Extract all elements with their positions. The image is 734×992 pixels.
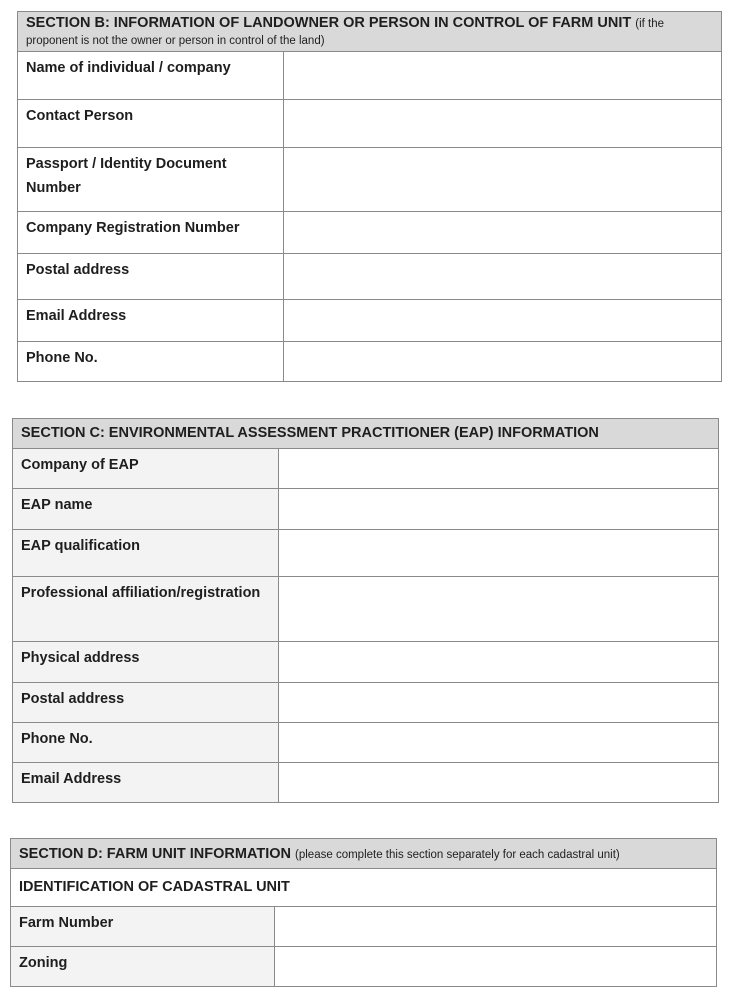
field-label: Professional affiliation/registration <box>13 577 279 642</box>
field-label: Passport / Identity Document Number <box>18 148 284 212</box>
section-b-title: SECTION B: INFORMATION OF LANDOWNER OR PERSON IN CONTROL OF FARM UNIT <box>26 15 632 31</box>
section-d-table <box>10 838 717 987</box>
field-label: Farm Number <box>11 907 275 947</box>
eap-qualification-field[interactable] <box>279 530 719 577</box>
field-label: Email Address <box>18 300 284 342</box>
field-label: Email Address <box>13 763 279 803</box>
physical-address-field[interactable] <box>279 642 719 683</box>
field-label: Phone No. <box>18 342 284 382</box>
field-label: Zoning <box>11 947 275 987</box>
field-label: EAP name <box>13 489 279 530</box>
eap-name-field[interactable] <box>279 489 719 530</box>
section-b-note-part2: proponent is not the owner or person in control of the land) <box>26 35 325 47</box>
section-d-note: (please complete this section separately for each cadastral unit) <box>295 849 620 861</box>
field-label: Postal address <box>18 254 284 300</box>
postal-address-field[interactable] <box>284 254 722 300</box>
section-b-header <box>18 12 722 52</box>
field-label: Name of individual / company <box>18 52 284 100</box>
section-c-title: SECTION C: ENVIRONMENTAL ASSESSMENT PRACTITIONER (EAP) INFORMATION <box>21 425 599 441</box>
field-label: EAP qualification <box>13 530 279 577</box>
phone-number-field[interactable] <box>279 723 719 763</box>
section-d-header <box>11 839 717 869</box>
section-b-note-part1: (if the <box>635 18 665 30</box>
field-label: Company of EAP <box>13 449 279 489</box>
email-address-field[interactable] <box>284 300 722 342</box>
farm-number-field[interactable] <box>275 907 717 947</box>
field-label: Contact Person <box>18 100 284 148</box>
professional-affiliation-field[interactable] <box>279 577 719 642</box>
company-registration-number-field[interactable] <box>284 212 722 254</box>
contact-person-field[interactable] <box>284 100 722 148</box>
section-c-header <box>13 419 719 449</box>
field-label: Company Registration Number <box>18 212 284 254</box>
section-c-table <box>12 418 719 803</box>
section-d-title: SECTION D: FARM UNIT INFORMATION <box>19 846 291 862</box>
field-label: Phone No. <box>13 723 279 763</box>
section-b-table <box>17 11 722 382</box>
field-label: Physical address <box>13 642 279 683</box>
email-address-field[interactable] <box>279 763 719 803</box>
field-label: Postal address <box>13 683 279 723</box>
cadastral-unit-subheading: IDENTIFICATION OF CADASTRAL UNIT <box>11 869 717 907</box>
name-of-individual-company-field[interactable] <box>284 52 722 100</box>
phone-number-field[interactable] <box>284 342 722 382</box>
postal-address-field[interactable] <box>279 683 719 723</box>
passport-id-number-field[interactable] <box>284 148 722 212</box>
company-of-eap-field[interactable] <box>279 449 719 489</box>
zoning-field[interactable] <box>275 947 717 987</box>
